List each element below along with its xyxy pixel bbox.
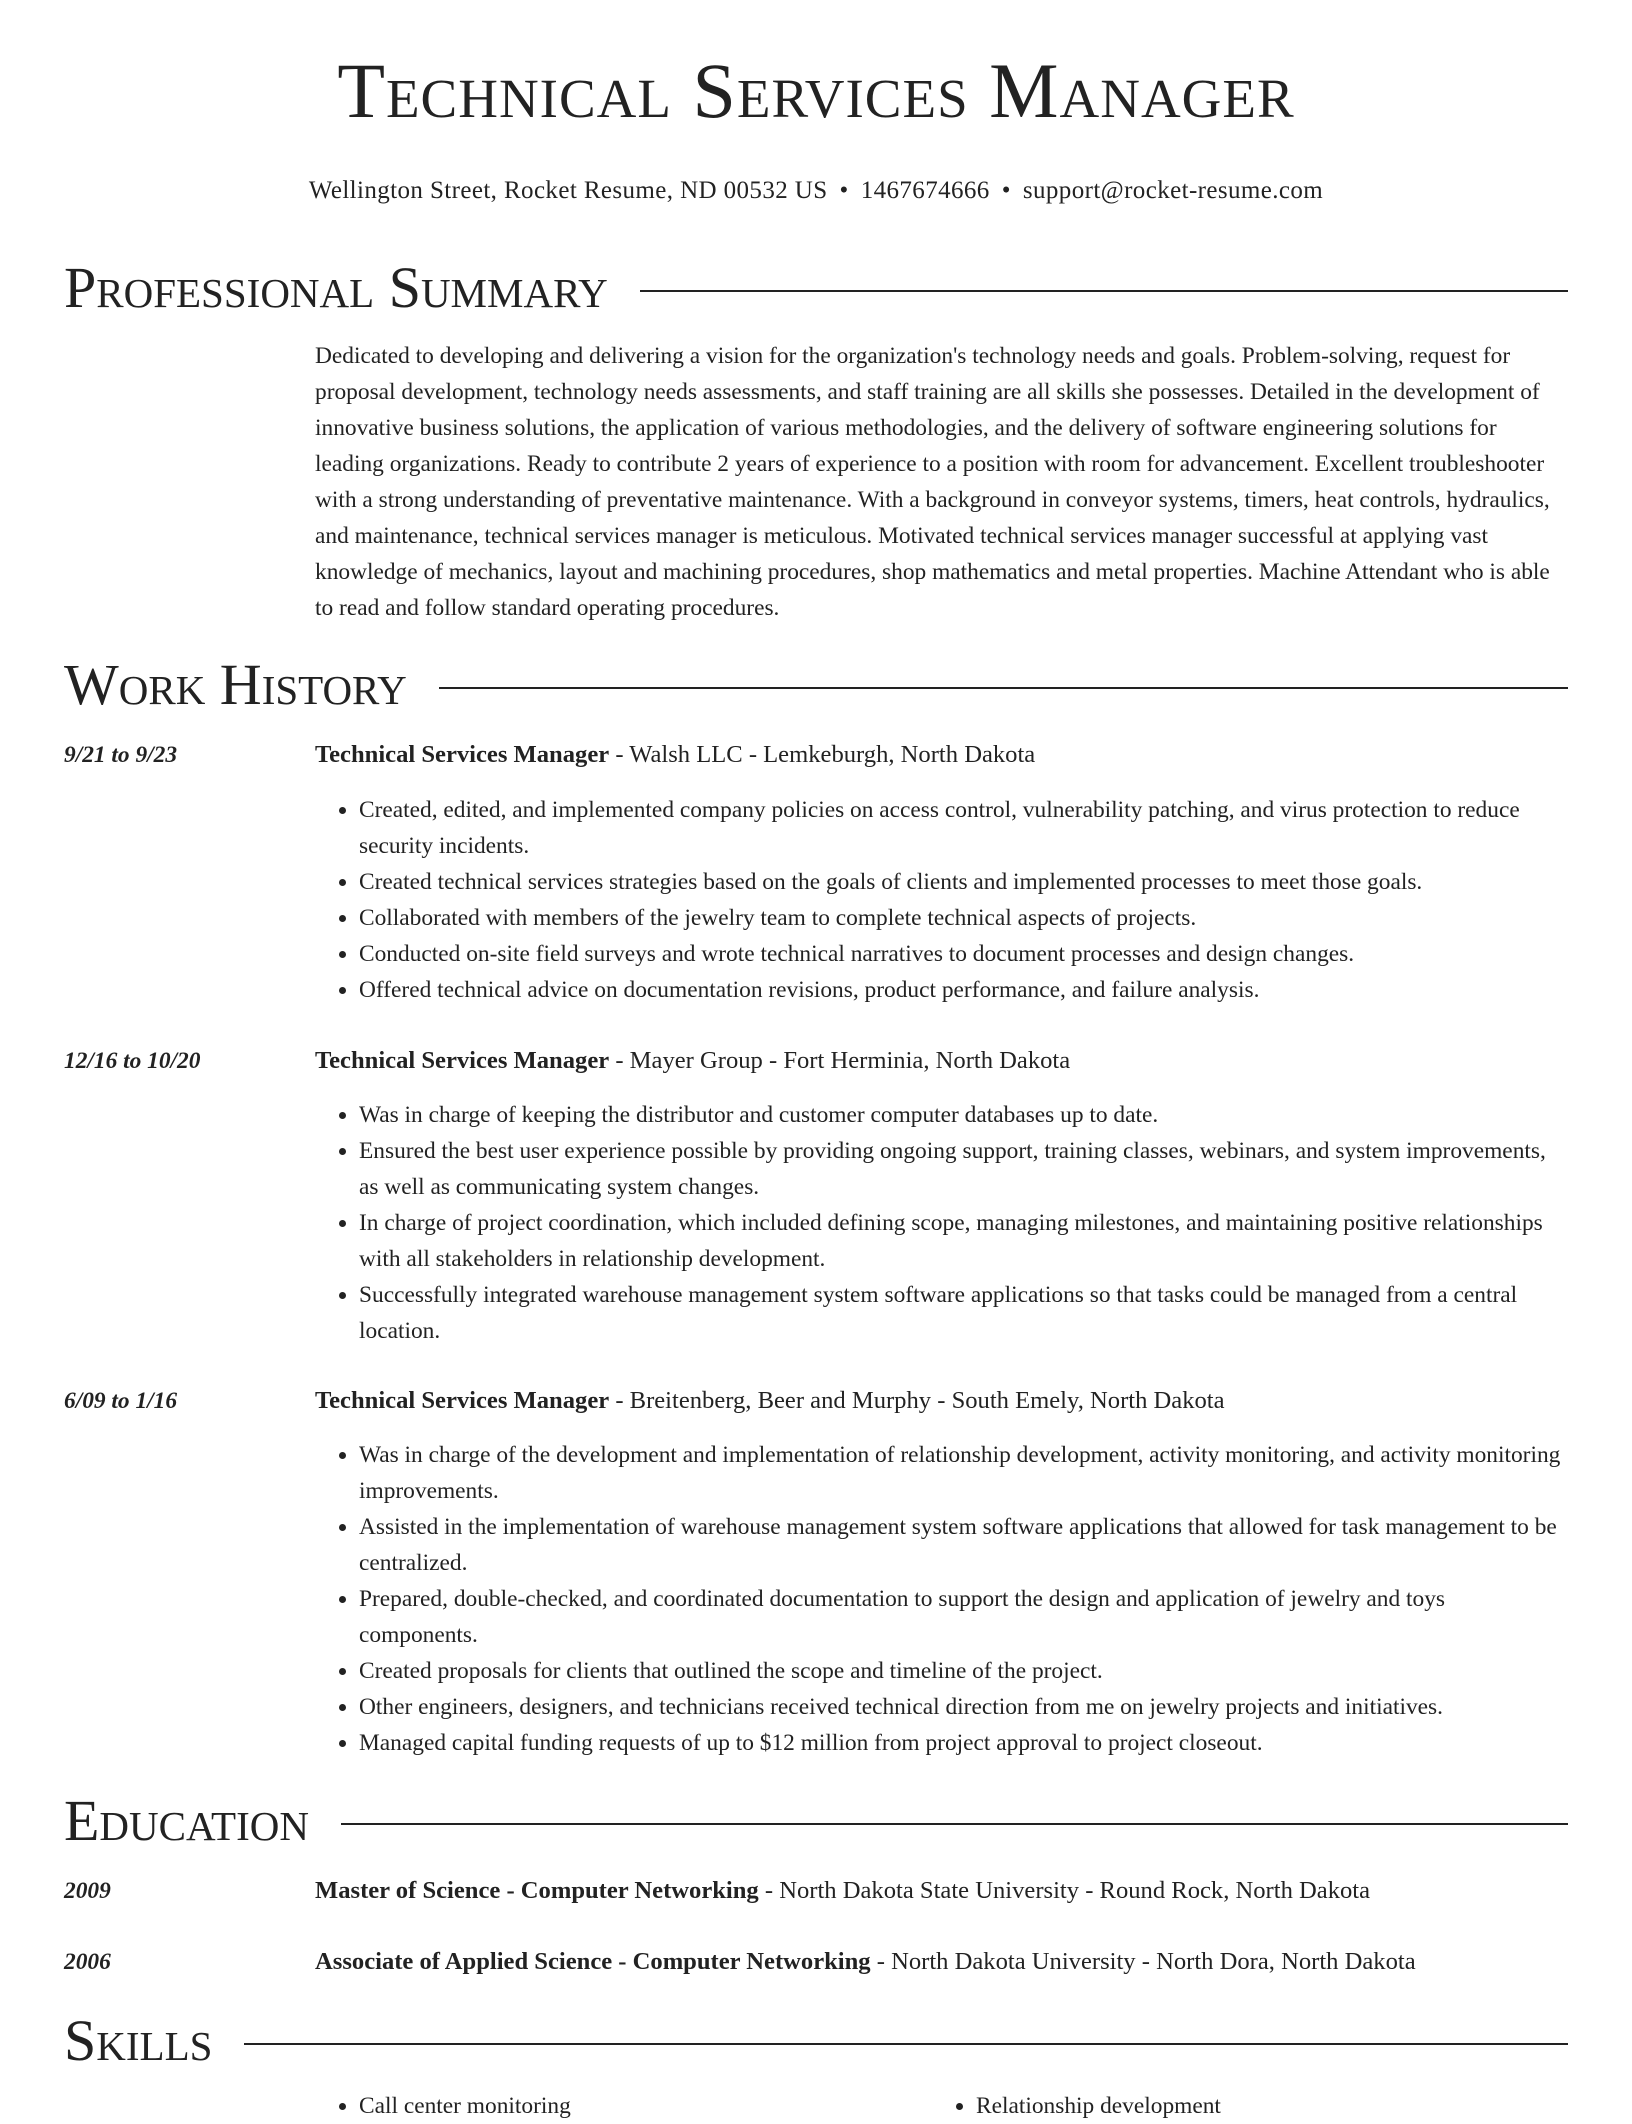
education-year: 2009 [64, 1878, 111, 1904]
section-heading-summary [64, 255, 1568, 320]
section-divider [439, 687, 1568, 689]
section-title-skills: Skills [64, 2008, 213, 2073]
job-bullet: • Successfully integrated warehouse management system software applications so that tasks could be managed from a central location. [359, 1277, 1568, 1349]
contact-email: support@rocket-resume.com [1022, 177, 1324, 204]
job-dates: 9/21 to 9/23 [64, 742, 178, 768]
job-bullet: • Managed capital funding requests of up to $12 million from project approval to project closeout. [359, 1725, 1568, 1761]
job-bullet-list [315, 792, 1568, 1008]
education-year: 2006 [64, 1949, 111, 1975]
job-bullet-list [315, 1437, 1568, 1761]
resume-name-title: Technical Services Manager [337, 47, 1295, 134]
job-title: Technical Services Manager [315, 1387, 610, 1414]
contact-address: Wellington Street, Rocket Resume, ND 00532 US [308, 177, 828, 204]
job-bullet: • Created, edited, and implemented company policies on access control, vulnerability patching, and virus protection to reduce security incidents. [359, 792, 1568, 864]
job-company-location: - Breitenberg, Beer and Murphy - South Emely, North Dakota [609, 1387, 1225, 1414]
job-heading [315, 739, 1568, 771]
job-dates: 12/16 to 10/20 [64, 1048, 201, 1074]
job-heading [315, 1045, 1568, 1077]
skills-list-right [932, 2088, 1568, 2124]
education-school-location: - North Dakota University - North Dora, North Dakota [870, 1948, 1416, 1975]
section-title-summary: Professional Summary [64, 255, 608, 320]
job-title: Technical Services Manager [315, 741, 610, 768]
contact-separator: • [1001, 177, 1011, 204]
skill-item: • Relationship development [976, 2088, 1568, 2124]
section-title-education: Education [64, 1788, 309, 1853]
job-bullet: • In charge of project coordination, which included defining scope, managing milestones, and maintaining positive relationships with all stakeholders in relationship development. [359, 1205, 1568, 1277]
contact-line [0, 176, 1632, 206]
job-bullet: • Was in charge of the development and implementation of relationship development, activity monitoring, and activity monitoring improvements. [359, 1437, 1568, 1509]
contact-phone: 1467674666 [860, 177, 990, 204]
job-bullet: • Created proposals for clients that outlined the scope and timeline of the project. [359, 1653, 1568, 1689]
job-bullet-list [315, 1097, 1568, 1349]
skills-list-left [315, 2088, 915, 2124]
section-heading-work-history [64, 652, 1568, 717]
job-bullet: • Collaborated with members of the jewelry team to complete technical aspects of projects. [359, 900, 1568, 936]
job-bullet: • Was in charge of keeping the distributor and customer computer databases up to date. [359, 1097, 1568, 1133]
job-company-location: - Walsh LLC - Lemkeburgh, North Dakota [609, 741, 1036, 768]
job-dates: 6/09 to 1/16 [64, 1388, 178, 1414]
skill-item: • Call center monitoring [359, 2088, 915, 2124]
job-title: Technical Services Manager [315, 1047, 610, 1074]
job-bullet: • Assisted in the implementation of warehouse management system software applications that allowed for task management to be centralized. [359, 1509, 1568, 1581]
contact-separator: • [839, 177, 849, 204]
education-heading [315, 1875, 1568, 1907]
section-divider [341, 1823, 1568, 1825]
section-title-work-history: Work History [64, 652, 407, 717]
section-heading-skills [64, 2008, 1568, 2073]
section-divider [640, 290, 1568, 292]
section-heading-education [64, 1788, 1568, 1853]
job-company-location: - Mayer Group - Fort Herminia, North Dakota [609, 1047, 1071, 1074]
summary-paragraph: Dedicated to developing and delivering a vision for the organization's technology needs and goals. Problem-solving, request for proposal development, technology needs assessments, and staff training are all skills she possesses. Detailed in the development of innovative business solutions, the application of various methodologies, and the delivery of software engineering solutions for leading organizations. Ready to contribute 2 years of experience to a position with room for advancement. Excellent troubleshooter with a strong understanding of preventative maintenance. With a background in conveyor systems, timers, heat controls, hydraulics, and maintenance, technical services manager is meticulous. Motivated technical services manager successful at applying vast knowledge of mechanics, layout and machining procedures, shop mathematics and metal properties. Machine Attendant who is able to read and follow standard operating procedures. [315, 343, 1550, 621]
job-bullet: • Conducted on-site field surveys and wrote technical narratives to document processes and design changes. [359, 936, 1568, 972]
job-bullet: • Offered technical advice on documentation revisions, product performance, and failure analysis. [359, 972, 1568, 1008]
education-heading [315, 1946, 1568, 1978]
education-degree: Master of Science - Computer Networking [315, 1877, 759, 1904]
job-bullet: • Created technical services strategies based on the goals of clients and implemented processes to meet those goals. [359, 864, 1568, 900]
job-bullet: • Prepared, double-checked, and coordinated documentation to support the design and application of jewelry and toys components. [359, 1581, 1568, 1653]
section-divider [244, 2043, 1568, 2045]
job-bullet: • Ensured the best user experience possible by providing ongoing support, training classes, webinars, and system improvements, as well as communicating system changes. [359, 1133, 1568, 1205]
education-degree: Associate of Applied Science - Computer Networking [315, 1948, 871, 1975]
education-school-location: - North Dakota State University - Round Rock, North Dakota [758, 1877, 1371, 1904]
job-bullet: • Other engineers, designers, and technicians received technical direction from me on jewelry projects and initiatives. [359, 1689, 1568, 1725]
job-heading [315, 1385, 1568, 1417]
